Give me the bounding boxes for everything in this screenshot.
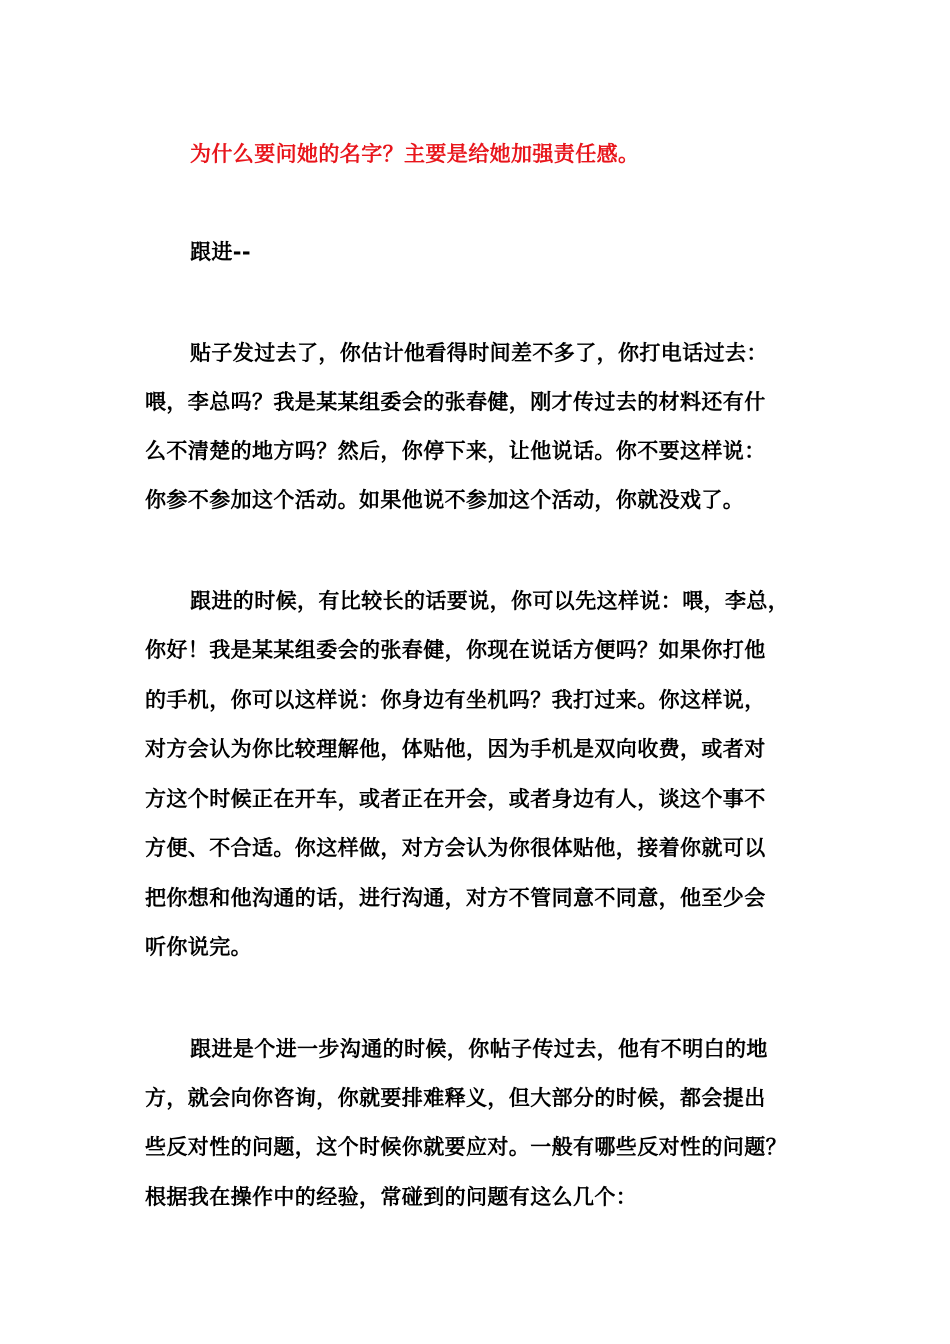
paragraph-line: 么不清楚的地方吗？然后，你停下来，让他说话。你不要这样说： [145,439,766,463]
paragraph-line: 你好！我是某某组委会的张春健，你现在说话方便吗？如果你打他 [145,638,766,662]
paragraph-line: 你参不参加这个活动。如果他说不参加这个活动，你就没戏了。 [145,488,745,512]
paragraph-line: 贴子发过去了，你估计他看得时间差不多了，你打电话过去： [190,341,768,365]
paragraph-line: 喂，李总吗？我是某某组委会的张春健，刚才传过去的材料还有什 [145,390,766,414]
paragraph-line: 方便、不合适。你这样做，对方会认为你很体贴他，接着你就可以 [145,836,766,860]
paragraph-line: 把你想和他沟通的话，进行沟通，对方不管同意不同意，他至少会 [145,886,766,910]
paragraph-line: 听你说完。 [145,935,252,959]
highlight-line: 为什么要问她的名字？主要是给她加强责任感。 [190,142,640,166]
paragraph-line: 跟进的时候，有比较长的话要说，你可以先这样说：喂，李总， [190,589,790,613]
paragraph-line: 对方会认为你比较理解他，体贴他，因为手机是双向收费，或者对 [145,737,766,761]
section-heading: 跟进-- [190,240,252,264]
paragraph-line: 方这个时候正在开车，或者正在开会，或者身边有人，谈这个事不 [145,787,766,811]
paragraph-line: 根据我在操作中的经验，常碰到的问题有这么几个： [145,1185,638,1209]
paragraph-line: 跟进是个进一步沟通的时候，你帖子传过去，他有不明白的地 [190,1037,768,1061]
paragraph-line: 方，就会向你咨询，你就要排难释义，但大部分的时候，都会提出 [145,1086,766,1110]
paragraph-line: 的手机，你可以这样说：你身边有坐机吗？我打过来。你这样说， [145,688,766,712]
paragraph-line: 些反对性的问题，这个时候你就要应对。一般有哪些反对性的问题？ [145,1135,787,1159]
